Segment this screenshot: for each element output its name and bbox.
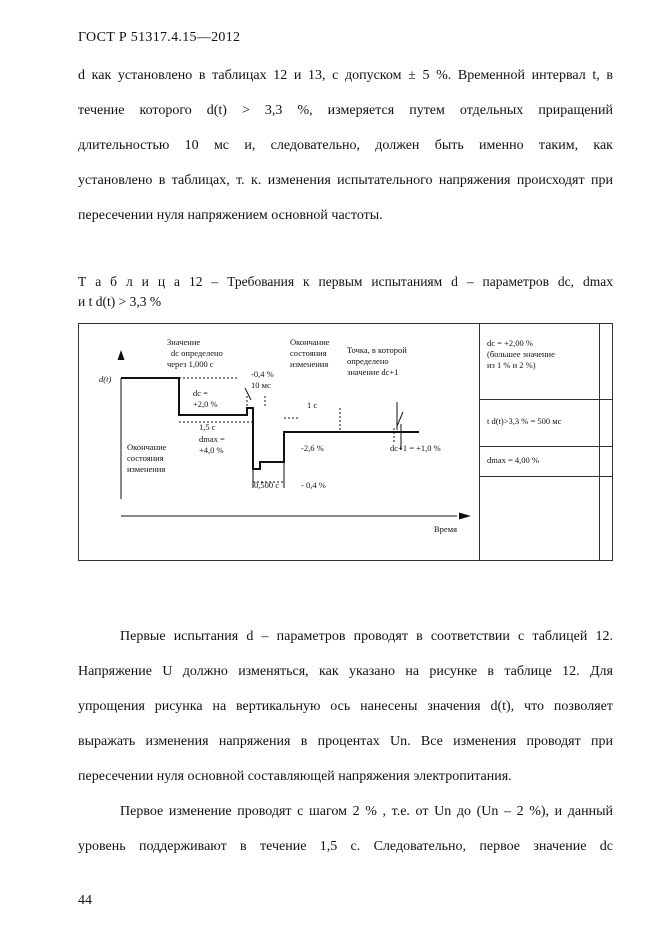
- annotation-1-5s: 1,5 с: [199, 422, 216, 432]
- table-caption-line-1: Т а б л и ц а 12 – Требования к первым испытаниям d – параметров dc, dmax: [78, 274, 613, 289]
- body-line-5: пересечении нуля основной составляющей напряжения электропитания.: [78, 769, 512, 784]
- y-axis-arrow: [118, 350, 125, 360]
- table-divider-right: [599, 324, 600, 560]
- body-line-2: Напряжение U должно изменяться, как указано на рисунке в таблице 12. Для: [78, 664, 613, 679]
- annotation-one-second: 1 с: [307, 400, 318, 410]
- intro-line-3: длительностью 10 мс и, следовательно, должен быть именно таким, как: [78, 138, 613, 153]
- body-line-3: упрощения рисунка на вертикальную ось нанесены значения d(t), что позволяет: [78, 699, 613, 714]
- intro-line-4: установлено в таблицах, т. к. изменения испытательного напряжения происходят при: [78, 173, 613, 188]
- cell-dc: dc = +2,00 % (большее значение из 1 % и 2 %): [487, 338, 555, 370]
- annotation-minus26: -2,6 %: [301, 443, 324, 453]
- annotation-end-change-bottom: Окончание состояния изменения: [127, 442, 167, 474]
- body-line-6: Первое изменение проводят с шагом 2 % , т.е. от Un до (Un – 2 %), и данный: [120, 804, 613, 819]
- intro-line-5: пересечении нуля напряжением основной частоты.: [78, 208, 383, 223]
- table-caption: [78, 272, 613, 312]
- leader-line: [397, 412, 403, 426]
- table-row-line: [479, 399, 612, 400]
- annotation-minus04: - 0,4 %: [301, 480, 326, 490]
- voltage-change-figure: [79, 324, 479, 562]
- table-row-line: [479, 476, 612, 477]
- intro-paragraph: [78, 58, 613, 233]
- document-header: ГОСТ Р 51317.4.15—2012: [78, 30, 241, 45]
- table-divider: [479, 324, 480, 560]
- intro-line-2: течение которого d(t) > 3,3 %, измеряется путем отдельных приращений: [78, 103, 613, 118]
- x-axis-arrow: [459, 513, 471, 520]
- table-caption-line-2: и t d(t) > 3,3 %: [78, 294, 162, 309]
- body-line-1: Первые испытания d – параметров проводят в соответствии с таблицей 12.: [120, 629, 613, 644]
- page-number: 44: [78, 893, 92, 908]
- annotation-dmax-plus4: dmax = +4,0 %: [199, 434, 225, 455]
- annotation-minus04-10ms: -0,4 % 10 мс: [251, 369, 274, 390]
- annotation-0-500s: 0,500 с: [254, 480, 280, 490]
- body-line-4: выражать изменения напряжения в процентах Un. Все изменения проводят при: [78, 734, 613, 749]
- table-row-line: [479, 446, 612, 447]
- annotation-point-dc1: Точка, в которой определено значение dc+1: [347, 345, 407, 377]
- annotation-dc-plus2: dc = +2,0 %: [193, 388, 218, 409]
- body-line-7: уровень поддерживают в течение 1,5 с. Следовательно, первое значение dc: [78, 839, 613, 854]
- cell-dmax: dmax = 4,00 %: [487, 455, 540, 465]
- intro-line-1: d как установлено в таблицах 12 и 13, с допуском ± 5 %. Временной интервал t, в: [78, 68, 613, 83]
- annotation-end-change-top: Окончание состояния изменения: [290, 337, 330, 369]
- cell-t: t d(t)>3,3 % = 500 мс: [487, 416, 562, 426]
- requirements-table: [78, 323, 613, 561]
- x-axis-label: Время: [434, 524, 457, 534]
- annotation-dc-determined: Значение dc определено через 1,000 с: [167, 337, 223, 369]
- annotation-dc1-plus1: dc+1 = +1,0 %: [390, 443, 441, 453]
- body-paragraph: [78, 619, 613, 864]
- y-axis-label: d(t): [99, 374, 112, 384]
